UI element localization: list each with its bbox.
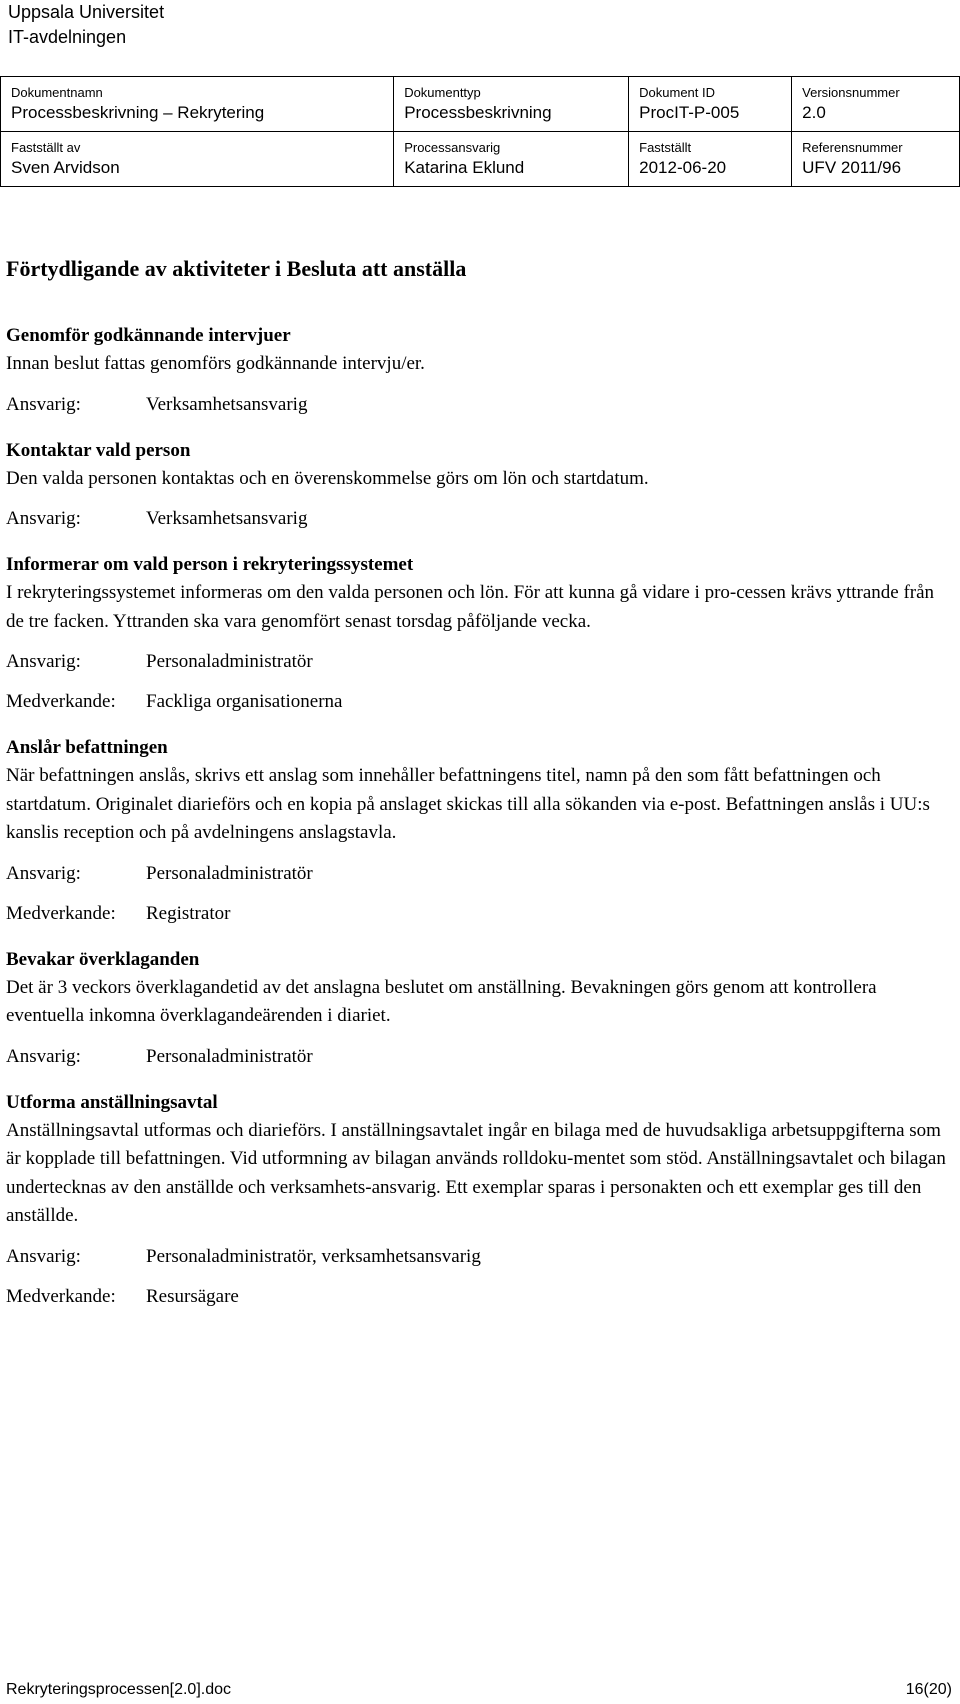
responsible-row [6, 505, 954, 533]
participants-label: Medverkande: [6, 691, 116, 712]
participants-label: Medverkande: [6, 902, 116, 924]
meta-value-document-name: Processbeskrivning – Rekrytering [1, 103, 394, 132]
section-body: När befattningen anslås, skrivs ett anslag som innehåller befattningens titel, namn på den som fått befattningen och startdatum. Originalet diarieförs och en kopia på anslaget skickas till alla sökanden via e-post. Befattningen anslås i UU:s kanslis reception och på avdelningens anslagstavla. [6, 765, 930, 843]
responsible-value: Verksamhetsansvarig [146, 508, 308, 529]
meta-value-document-type: Processbeskrivning [394, 103, 629, 132]
participants-label: Medverkande: [6, 1285, 116, 1307]
page-footer [6, 1680, 952, 1700]
section-employment-contract [6, 1089, 954, 1311]
participants-row [6, 1283, 954, 1311]
responsible-value: Verksamhetsansvarig [146, 393, 308, 415]
meta-label-reference: Referensnummer [792, 132, 960, 159]
responsible-row [6, 860, 954, 888]
responsible-label: Ansvarig: [6, 1245, 81, 1267]
meta-value-reference: UFV 2011/96 [792, 158, 960, 187]
responsible-label: Ansvarig: [6, 393, 81, 415]
participants-value: Resursägare [146, 1285, 239, 1307]
section-body: Det är 3 veckors överklagandetid av det anslagna beslutet om anställning. Bevakningen görs genom att kontrollera eventuella inkomna överklagandeärenden i diariet. [6, 976, 877, 1026]
section-heading: Kontaktar vald person [6, 439, 191, 461]
footer-filename: Rekryteringsprocessen[2.0].doc [6, 1681, 231, 1698]
responsible-row [6, 391, 954, 419]
section-body: Den valda personen kontaktas och en överenskommelse görs om lön och startdatum. [6, 467, 649, 489]
meta-label-approved-date: Fastställt [629, 132, 792, 159]
meta-value-version: 2.0 [792, 103, 960, 132]
section-heading: Bevakar överklaganden [6, 948, 200, 970]
participants-row [6, 688, 954, 716]
section-heading: Anslår befattningen [6, 737, 168, 758]
participants-row [6, 900, 954, 928]
meta-value-document-id: ProcIT-P-005 [629, 103, 792, 132]
responsible-value: Personaladministratör, verksamhetsansvarig [146, 1245, 481, 1267]
university-name: Uppsala Universitet [8, 2, 165, 22]
meta-label-document-name: Dokumentnamn [1, 77, 394, 104]
meta-value-approved-date: 2012-06-20 [629, 158, 792, 187]
section-appeals [6, 946, 954, 1071]
responsible-label: Ansvarig: [6, 508, 81, 529]
section-body: I rekryteringssystemet informeras om den valda personen och lön. För att kunna gå vidare i pro-cessen krävs yttrande från de tre facken. Yttranden ska vara genomfört senast torsdag påföljande vecka. [6, 582, 935, 632]
document-metadata-table [0, 76, 960, 187]
section-heading: Genomför godkännande intervjuer [6, 325, 291, 346]
participants-value: Registrator [146, 902, 231, 924]
responsible-label: Ansvarig: [6, 862, 81, 884]
meta-label-document-type: Dokumenttyp [394, 77, 629, 104]
section-post-position [6, 734, 954, 928]
meta-label-version: Versionsnummer [792, 77, 960, 104]
responsible-label: Ansvarig: [6, 651, 81, 672]
participants-value: Fackliga organisationerna [146, 691, 343, 712]
department-name: IT-avdelningen [8, 27, 127, 47]
section-heading: Utforma anställningsavtal [6, 1091, 218, 1113]
meta-label-process-owner: Processansvarig [394, 132, 629, 159]
responsible-value: Personaladministratör [146, 862, 313, 884]
responsible-value: Personaladministratör [146, 651, 313, 672]
footer-page-number: 16(20) [905, 1681, 952, 1698]
document-body [6, 256, 954, 1329]
section-interviews [6, 322, 954, 419]
section-body: Anställningsavtal utformas och diarieförs. I anställningsavtalet ingår en bilaga med de huvudsakliga arbetsuppgifterna som är kopplade till befattningen. Vid utformning av bilagan används rolldoku-mentet som stöd. Anställningsavtalet och bilagan undertecknas av den anställde och verksamhets-ansvarig. Ett exemplar sparas i personakten och ett exemplar ges till den anställde. [6, 1119, 946, 1226]
meta-value-process-owner: Katarina Eklund [394, 158, 629, 187]
responsible-row [6, 1243, 954, 1271]
responsible-row [6, 1043, 954, 1071]
section-inform-system [6, 551, 954, 716]
section-contact [6, 437, 954, 534]
page-title: Förtydligande av aktiviteter i Besluta att anställa [6, 256, 467, 281]
meta-label-document-id: Dokument ID [629, 77, 792, 104]
section-heading: Informerar om vald person i rekryteringssystemet [6, 554, 414, 575]
responsible-label: Ansvarig: [6, 1045, 81, 1067]
section-body: Innan beslut fattas genomförs godkännande intervju/er. [6, 353, 425, 374]
meta-value-approved-by: Sven Arvidson [1, 158, 394, 187]
header-organization [8, 0, 164, 50]
meta-label-approved-by: Fastställt av [1, 132, 394, 159]
responsible-value: Personaladministratör [146, 1045, 313, 1067]
responsible-row [6, 648, 954, 676]
